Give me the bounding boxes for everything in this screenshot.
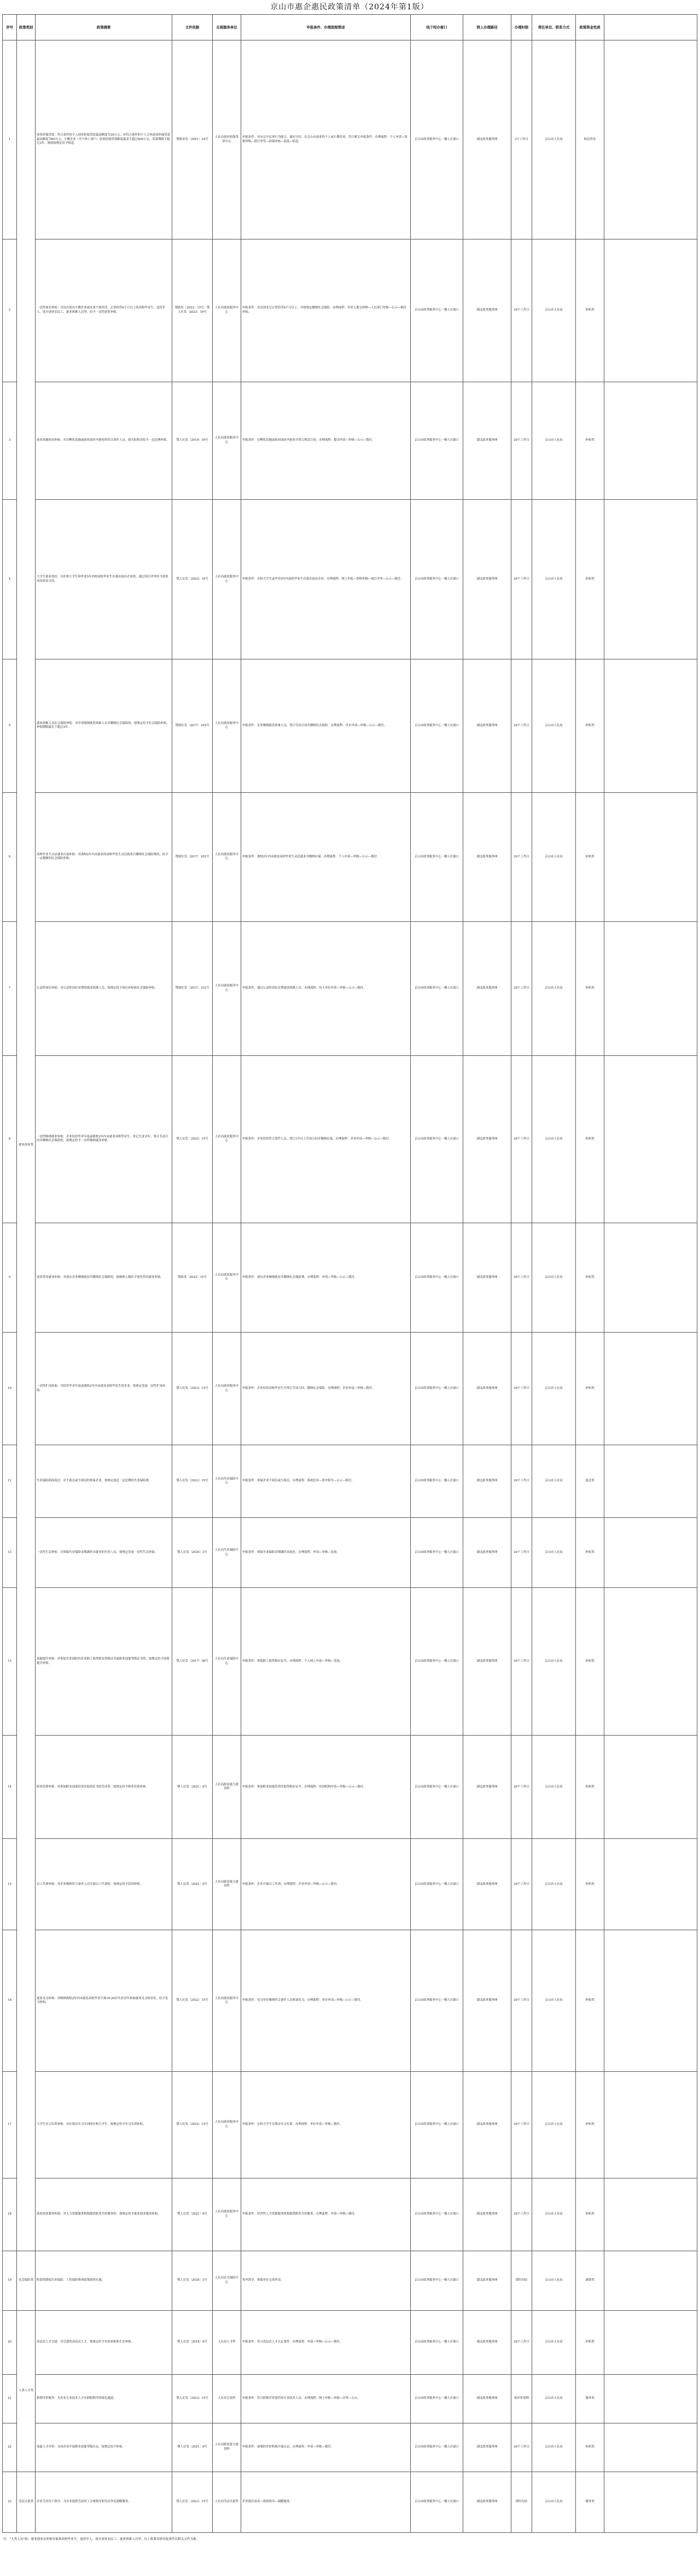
- cell-limit: 20个工作日: [511, 922, 532, 1056]
- cell-unit: 人社局就业服务中心: [213, 2178, 241, 2251]
- row-number: 19: [3, 2251, 17, 2310]
- cell-counter: 京山市政务服务中心一楼人社窗口: [411, 500, 463, 659]
- cell-funds: 贴息资金: [576, 40, 604, 240]
- cell-unit: 人社局社会保险中心: [213, 2251, 241, 2310]
- cell-summary: 企业劳动用工指导：为企业提供劳动用工合规指导和劳动争议调解服务。: [36, 2472, 172, 2532]
- cell-spacer: [604, 500, 697, 659]
- cell-process: 申报条件：企业开展以工代训。办理流程：企业申请—审核—公示—拨付。: [241, 1839, 411, 1930]
- cell-basis: 鄂人社发〔2021〕8号: [172, 1736, 213, 1839]
- table-row: [3, 1588, 697, 1736]
- cell-funds: 补贴类: [576, 1839, 604, 1930]
- cell-process: 申报条件：企业吸纳就业困难人员，签订劳动合同并缴纳社会保险。办理流程：单位申请—审核—公示—拨付。: [241, 659, 411, 792]
- cell-process: 免申即享，参保单位无需申请。: [241, 2251, 411, 2310]
- cell-summary: 就业困难人员社会保险补贴：对企业吸纳就业困难人员并缴纳社会保险的，按规定给予社会保险补贴，补贴期限最长不超过3年。: [36, 659, 172, 792]
- cell-limit: 即时办结: [511, 2251, 532, 2310]
- cell-counter: 京山市政务服务中心一楼人社窗口: [411, 792, 463, 921]
- cell-online: 湖北政务服务网: [463, 1930, 511, 2072]
- cell-process: 企业提出需求—现场指导—调解服务。: [241, 2472, 411, 2532]
- cell-funds: 补贴类: [576, 2178, 604, 2251]
- cell-contact: 京山市人社局: [532, 792, 576, 921]
- cell-spacer: [604, 2251, 697, 2310]
- table-row: [3, 2071, 697, 2178]
- col-header-spacer: [604, 15, 697, 40]
- cell-unit: 人社局就业服务中心: [213, 1055, 241, 1223]
- cell-counter: 京山市政务服务中心一楼人社窗口: [411, 1055, 463, 1223]
- row-number: 7: [3, 922, 17, 1056]
- cell-spacer: [604, 1736, 697, 1839]
- cell-contact: 京山市人社局: [532, 659, 576, 792]
- cell-online: 湖北政务服务网: [463, 659, 511, 792]
- cell-limit: 20个工作日: [511, 1055, 532, 1223]
- cell-contact: 京山市人社局: [532, 1445, 576, 1518]
- cell-limit: 20个工作日: [511, 1445, 532, 1518]
- row-number: 17: [3, 2071, 17, 2178]
- cell-limit: 20个工作日: [511, 1333, 532, 1445]
- cell-basis: 鄂人社发〔2022〕15号: [172, 1930, 213, 2072]
- cell-limit: 20个工作日: [511, 1930, 532, 2072]
- cell-funds: 补贴类: [576, 1333, 604, 1445]
- cell-process: 申报条件：企业招用高校毕业生并签订劳动合同、缴纳社会保险。办理流程：企业申请—审核—拨付。: [241, 1333, 411, 1445]
- col-header: 办理时限: [511, 15, 532, 40]
- cell-online: 湖北政务服务网: [463, 922, 511, 1056]
- cell-summary: 一次性吸纳就业补贴：企业招用毕业年度或离校2年内未就业高校毕业生、登记失业青年，签订劳动合同并缴纳社会保险的，按规定给予一次性吸纳就业补贴。: [36, 1055, 172, 1223]
- footnote: 注：“九类人员”指：就业创业证补贴对象指高校毕业生、退役军人、返乡创业农民工、就业困难人员等；以上政策具体申报条件以相关文件为准。: [3, 2538, 200, 2541]
- cell-basis: 鄂人社发〔2023〕15号: [172, 2472, 213, 2532]
- cell-limit: 3个工作日: [511, 40, 532, 240]
- cell-limit: 20个工作日: [511, 2310, 532, 2374]
- cell-funds: 减费类: [576, 2251, 604, 2310]
- col-header: 文件依据: [172, 15, 213, 40]
- cell-process: 申报条件：参加职业技能培训并取得相应证书。办理流程：培训机构申请—审核—公示—拨付。: [241, 1736, 411, 1839]
- cell-funds: 返还类: [576, 1445, 604, 1518]
- cell-contact: 京山市人社局: [532, 2178, 576, 2251]
- row-number: 20: [3, 2310, 17, 2374]
- cell-spacer: [604, 1223, 697, 1332]
- cell-summary: 技能提升补贴：对参加失业保险的企业职工取得职业资格证书或职业技能等级证书的，按规定给予技能提升补贴。: [36, 1588, 172, 1736]
- cell-contact: 京山市人社局: [532, 2374, 576, 2423]
- cell-summary: 职称评审服务：为企业专业技术人才开辟职称评审绿色通道。: [36, 2374, 172, 2423]
- cell-counter: 京山市政务服务中心一楼人社窗口: [411, 1445, 463, 1518]
- cell-online: 湖北政务服务网: [463, 1839, 511, 1930]
- cell-basis: 鄂人社发〔2023〕15号: [172, 1445, 213, 1518]
- cell-process: 申报条件：创办企业吸纳就业并缴纳社会保险费。办理流程：申请—审核—公示—拨付。: [241, 1223, 411, 1332]
- cell-contact: 京山市人社局: [532, 2071, 576, 2178]
- cell-limit: 20个工作日: [511, 2071, 532, 2178]
- cell-unit: 人社局就业服务中心: [213, 1333, 241, 1445]
- cell-funds: 补贴类: [576, 792, 604, 921]
- cell-unit: 人社局就业服务中心: [213, 922, 241, 1056]
- cell-unit: 人社局就业服务中心: [213, 792, 241, 921]
- cell-counter: 京山市政务服务中心一楼人社窗口: [411, 1588, 463, 1736]
- cell-summary: 一次性生活补贴：对领取失业保险金期满仍未就业的失业人员，按规定发放一次性生活补助。: [36, 1518, 172, 1588]
- cell-contact: 京山市人社局: [532, 1333, 576, 1445]
- cell-contact: 京山市人社局: [532, 500, 576, 659]
- cell-online: 湖北政务服务网: [463, 1445, 511, 1518]
- cell-funds: 补贴类: [576, 1055, 604, 1223]
- cell-contact: 京山市人社局: [532, 1839, 576, 1930]
- cell-basis: 鄂人社发〔2019〕39号: [172, 382, 213, 500]
- cell-process: 申报条件：在孵化基地或创业园区内创业并签订租赁合同。办理流程：提出申请—审核—公示—拨付。: [241, 382, 411, 500]
- table-row: [3, 1518, 697, 1588]
- cell-basis: 鄂人社发〔2023〕16号: [172, 500, 213, 659]
- cell-basis: 鄂人社发〔2022〕15号: [172, 1055, 213, 1223]
- policy-category: 人事人才类: [17, 2310, 36, 2472]
- cell-funds: 服务类: [576, 2472, 604, 2532]
- cell-counter: 京山市政务服务中心一楼人社窗口: [411, 40, 463, 240]
- row-number: 10: [3, 1333, 17, 1445]
- cell-limit: 20个工作日: [511, 240, 532, 382]
- cell-counter: 京山市政务服务中心一楼人社窗口: [411, 659, 463, 792]
- cell-counter: 京山市政务服务中心一楼人社窗口: [411, 2178, 463, 2251]
- cell-unit: 人社局就业服务中心: [213, 2071, 241, 2178]
- cell-summary: 一次性创业补贴：对首次创办小微企业或从事个体经营，正常经营6个月以上的高校毕业生、退役军人、返乡创业农民工、就业困难人员等，给予一次性创业补贴。: [36, 240, 172, 382]
- cell-process: 申报条件：首次创业且正常经营6个月以上，并按规定缴纳社会保险。办理流程：申请人提交材料—人社部门审核—公示—拨付补贴。: [241, 240, 411, 382]
- cell-contact: 京山市人社局: [532, 1518, 576, 1588]
- row-number: 16: [3, 1930, 17, 2072]
- cell-limit: 20个工作日: [511, 1588, 532, 1736]
- table-row: [3, 792, 697, 921]
- cell-summary: 大学生创业扶持：对在校大学生和毕业5年内的高校毕业生在我市创办企业的，通过项目评审给予创业扶持资金支持。: [36, 500, 172, 659]
- cell-unit: 人社局就业服务中心: [213, 382, 241, 500]
- cell-counter: 京山市政务服务中心一楼人社窗口: [411, 240, 463, 382]
- cell-summary: 高层次人才引进：对引进的高层次人才，按规定给予安家补贴和生活补贴。: [36, 2310, 172, 2374]
- cell-basis: 鄂人社发〔2024〕2号: [172, 1518, 213, 1588]
- cell-basis: 鄂财金发〔2021〕24号: [172, 40, 213, 240]
- cell-limit: 20个工作日: [511, 659, 532, 792]
- cell-process: 申报条件：经营性人力资源服务机构提供职业介绍服务。办理流程：申请—审核—拨付。: [241, 2178, 411, 2251]
- cell-summary: 失业保险稳岗返还：对不裁员或少裁员的参保企业，按规定返还一定比例的失业保险费。: [36, 1445, 172, 1518]
- cell-unit: 人社局职业能力建设科: [213, 1839, 241, 1930]
- cell-process: 申报条件：见习单位吸纳符合条件人员参加见习。办理流程：单位申请—审核—公示—拨付。: [241, 1930, 411, 2072]
- table-row: [3, 2310, 697, 2374]
- cell-basis: 鄂人社发〔2021〕8号: [172, 2423, 213, 2472]
- cell-counter: 京山市政务服务中心一楼人社窗口: [411, 1518, 463, 1588]
- cell-process: 申报条件：离校2年内未就业高校毕业生灵活就业并缴纳社保。办理流程：个人申请—审核—公示—拨付。: [241, 792, 411, 921]
- cell-spacer: [604, 792, 697, 921]
- cell-spacer: [604, 922, 697, 1056]
- cell-counter: 京山市政务服务中心一楼人社窗口: [411, 1333, 463, 1445]
- table-row: [3, 382, 697, 500]
- cell-spacer: [604, 1333, 697, 1445]
- cell-funds: 补贴类: [576, 1223, 604, 1332]
- cell-online: 湖北政务服务网: [463, 240, 511, 382]
- cell-unit: 人社局失业保险中心: [213, 1445, 241, 1518]
- cell-limit: 按评审周期: [511, 2374, 532, 2423]
- cell-spacer: [604, 2472, 697, 2532]
- cell-process: 申报条件：符合职称评审条件的专业技术人员。办理流程：网上申报—审核—评审—公示。: [241, 2374, 411, 2423]
- table-row: [3, 1930, 697, 2072]
- table-row: [3, 922, 697, 1056]
- cell-limit: 20个工作日: [511, 1736, 532, 1839]
- cell-funds: 补贴类: [576, 2071, 604, 2178]
- cell-unit: 人社局就业服务中心: [213, 1223, 241, 1332]
- table-row: [3, 500, 697, 659]
- cell-spacer: [604, 1588, 697, 1736]
- cell-online: 湖北政务服务网: [463, 1223, 511, 1332]
- row-number: 2: [3, 240, 17, 382]
- cell-limit: 20个工作日: [511, 2423, 532, 2472]
- cell-process: 申报条件：参保职工取得相应证书。办理流程：个人网上申请—审核—发放。: [241, 1588, 411, 1736]
- col-header: 政策摘要: [36, 15, 172, 40]
- cell-unit: 人社局就业服务中心: [213, 1930, 241, 2072]
- cell-summary: 一次性扩岗补助：对招用毕业年度或离校2年内未就业高校毕业生的企业，按规定发放一次性扩岗补助。: [36, 1333, 172, 1445]
- cell-spacer: [604, 2071, 697, 2178]
- cell-basis: 鄂人社发〔2024〕3号: [172, 2251, 213, 2310]
- cell-basis: 鄂政发〔2022〕15号: [172, 1223, 213, 1332]
- table-row: [3, 1445, 697, 1518]
- cell-summary: 就业见习补贴：对吸纳离校2年内未就业高校毕业生和16-24岁失业青年参加就业见习的单位，给予见习补贴。: [36, 1930, 172, 2072]
- cell-contact: 京山市人社局: [532, 1930, 576, 2072]
- cell-basis: 鄂人社发〔2022〕15号: [172, 2071, 213, 2178]
- cell-counter: 京山市政务服务中心一楼人社窗口: [411, 1223, 463, 1332]
- table-row: [3, 1736, 697, 1839]
- cell-online: 湖北政务服务网: [463, 2310, 511, 2374]
- table-row: [3, 659, 697, 792]
- cell-online: 湖北政务服务网: [463, 2178, 511, 2251]
- cell-spacer: [604, 40, 697, 240]
- table-row: [3, 1223, 697, 1332]
- cell-unit: 人社局人才科: [213, 2310, 241, 2374]
- cell-limit: 20个工作日: [511, 500, 532, 659]
- cell-contact: 京山市人社局: [532, 2472, 576, 2532]
- col-header: 序号: [3, 15, 17, 40]
- cell-counter: 京山市政务服务中心一楼人社窗口: [411, 2251, 463, 2310]
- cell-basis: 鄂人社发〔2021〕8号: [172, 2178, 213, 2251]
- cell-counter: 京山市政务服务中心一楼人社窗口: [411, 2423, 463, 2472]
- cell-basis: 鄂财社发〔2017〕102号: [172, 792, 213, 921]
- cell-funds: 补贴类: [576, 2423, 604, 2472]
- cell-limit: 20个工作日: [511, 792, 532, 921]
- cell-online: 湖北政务服务网: [463, 2251, 511, 2310]
- cell-basis: 鄂政发〔2022〕15号；鄂人社发〔2023〕16号: [172, 240, 213, 382]
- table-row: [3, 1055, 697, 1223]
- cell-online: 湖北政务服务网: [463, 1736, 511, 1839]
- row-number: 12: [3, 1518, 17, 1588]
- cell-summary: 创业担保贷款：符合条件的个人创业担保贷款最高额度为30万元，对符合条件的个人合伙创业担保贷款最高额度为60万元；小微企业（含个体工商户）创业担保贷款额度最高不超过400万元，贷款期限不超过3年，财政按规定给予贴息。: [36, 40, 172, 240]
- cell-limit: 20个工作日: [511, 1839, 532, 1930]
- cell-online: 湖北政务服务网: [463, 1333, 511, 1445]
- cell-online: 湖北政务服务网: [463, 40, 511, 240]
- cell-counter: 京山市政务服务中心一楼人社窗口: [411, 922, 463, 1056]
- table-row: [3, 2251, 697, 2310]
- cell-process: 申报条件：通过公益性岗位安置就业困难人员。办理流程：用人单位申请—审核—公示—拨付。: [241, 922, 411, 1056]
- cell-spacer: [604, 2178, 697, 2251]
- cell-spacer: [604, 1930, 697, 2072]
- cell-spacer: [604, 2374, 697, 2423]
- cell-process: 申报条件：参保企业不裁员或少裁员。办理流程：系统比对—免申即享—公示—拨付。: [241, 1445, 411, 1518]
- policy-category: 就业创业类: [17, 40, 36, 2251]
- col-header: 申报条件、办理流程简述: [241, 15, 411, 40]
- cell-contact: 京山市人社局: [532, 922, 576, 1056]
- cell-contact: 京山市人社局: [532, 2423, 576, 2472]
- table-row: [3, 40, 697, 240]
- cell-funds: 补贴类: [576, 1588, 604, 1736]
- col-header: 线下经办窗口: [411, 15, 463, 40]
- cell-limit: 20个工作日: [511, 382, 532, 500]
- cell-counter: 京山市政务服务中心一楼人社窗口: [411, 1839, 463, 1930]
- row-number: 4: [3, 500, 17, 659]
- cell-limit: 20个工作日: [511, 2178, 532, 2251]
- row-number: 3: [3, 382, 17, 500]
- cell-counter: 京山市政务服务中心一楼人社窗口: [411, 2472, 463, 2532]
- cell-spacer: [604, 2423, 697, 2472]
- cell-online: 湖北政务服务网: [463, 500, 511, 659]
- cell-process: 申报条件：在校大学生或毕业5年内高校毕业生在我市创办企业。办理流程：网上申报—资格审核—项目评审—公示—拨付。: [241, 500, 411, 659]
- cell-spacer: [604, 382, 697, 500]
- cell-contact: 京山市人社局: [532, 1055, 576, 1223]
- cell-online: 湖北政务服务网: [463, 2423, 511, 2472]
- cell-contact: 京山市人社局: [532, 1223, 576, 1332]
- row-number: 15: [3, 1839, 17, 1930]
- cell-unit: 人社局专技科: [213, 2374, 241, 2423]
- policy-category: 社会保险类: [17, 2251, 36, 2310]
- cell-basis: 鄂人社发〔2018〕6号: [172, 2310, 213, 2374]
- cell-summary: 阶段性降低失业保险、工伤保险费率政策延续实施。: [36, 2251, 172, 2310]
- row-number: 13: [3, 1588, 17, 1736]
- col-header: 责任单位、联系方式: [532, 15, 576, 40]
- cell-online: 湖北政务服务网: [463, 2071, 511, 2178]
- cell-process: 申报条件：企业招用符合条件人员，签订1年以上劳动合同并缴纳社保。办理流程：企业申请—审核—公示—拨付。: [241, 1055, 411, 1223]
- cell-basis: 鄂人社发〔2023〕15号: [172, 1333, 213, 1445]
- cell-summary: 大学生实习实训补贴：对在我市实习实训的在校大学生，按规定给予实习实训补贴。: [36, 2071, 172, 2178]
- cell-summary: 职业培训补贴：对参加职业技能培训并取得证书的劳动者，按规定给予职业培训补贴。: [36, 1736, 172, 1839]
- cell-contact: 京山市人社局: [532, 2310, 576, 2374]
- row-number: 11: [3, 1445, 17, 1518]
- table-row: [3, 1333, 697, 1445]
- cell-funds: 补贴类: [576, 922, 604, 1056]
- cell-basis: 鄂人社发〔2023〕15号: [172, 2374, 213, 2423]
- row-number: 14: [3, 1736, 17, 1839]
- col-header: 网上办理路径: [463, 15, 511, 40]
- table-row: [3, 240, 697, 382]
- cell-unit: 人社局就业服务中心: [213, 240, 241, 382]
- cell-process: 申报条件：符合高层次人才认定条件。办理流程：申请—审核—公示—拨付。: [241, 2310, 411, 2374]
- cell-spacer: [604, 1839, 697, 1930]
- cell-contact: 京山市人社局: [532, 1588, 576, 1736]
- cell-counter: 京山市政务服务中心一楼人社窗口: [411, 2374, 463, 2423]
- cell-funds: 补贴类: [576, 2310, 604, 2374]
- cell-summary: 技能人才评价：支持企业开展职业技能等级认定，按规定给予补贴。: [36, 2423, 172, 2472]
- cell-online: 湖北政务服务网: [463, 1588, 511, 1736]
- cell-summary: 就业创业服务补助：对人力资源服务机构提供职业介绍服务的，按规定给予就业创业服务补助。: [36, 2178, 172, 2251]
- cell-contact: 京山市人社局: [532, 2251, 576, 2310]
- cell-basis: 鄂人社发〔2017〕36号: [172, 1588, 213, 1736]
- cell-basis: 鄂财社发〔2017〕102号: [172, 922, 213, 1056]
- cell-online: 湖北政务服务网: [463, 2374, 511, 2423]
- cell-unit: 人社局失业保险中心: [213, 1518, 241, 1588]
- cell-process: 申报条件：备案的评价机构开展认定。办理流程：申请—审核—拨付。: [241, 2423, 411, 2472]
- cell-basis: 鄂人社发〔2021〕8号: [172, 1839, 213, 1930]
- cell-limit: 20个工作日: [511, 1518, 532, 1588]
- cell-spacer: [604, 2310, 697, 2374]
- cell-spacer: [604, 240, 697, 382]
- cell-limit: 20个工作日: [511, 1223, 532, 1332]
- cell-unit: 人社局职业能力建设科: [213, 1736, 241, 1839]
- cell-funds: 服务类: [576, 2374, 604, 2423]
- cell-process: 申报条件：具有完全民事行为能力、诚实守信，在京山市创业的个人或小微企业，符合相关申报条件。办理流程：个人申请—资格审核—银行审贷—担保审核—放款—贴息。: [241, 40, 411, 240]
- row-number: 23: [3, 2472, 17, 2532]
- cell-funds: 补贴类: [576, 240, 604, 382]
- cell-counter: 京山市政务服务中心一楼人社窗口: [411, 1930, 463, 2072]
- table-header-row: [3, 15, 697, 40]
- table-row: [3, 2472, 697, 2532]
- cell-contact: 京山市人社局: [532, 382, 576, 500]
- row-number: 21: [3, 2374, 17, 2423]
- cell-funds: 补贴类: [576, 1518, 604, 1588]
- cell-counter: 京山市政务服务中心一楼人社窗口: [411, 2071, 463, 2178]
- col-header: 政策资金性质: [576, 15, 604, 40]
- policy-table: [2, 14, 697, 2533]
- cell-counter: 京山市政务服务中心一楼人社窗口: [411, 2310, 463, 2374]
- cell-process: 申报条件：在校大学生在我市实习实训。办理流程：单位申请—审核—拨付。: [241, 2071, 411, 2178]
- cell-funds: 补贴类: [576, 659, 604, 792]
- cell-spacer: [604, 1445, 697, 1518]
- row-number: 5: [3, 659, 17, 792]
- row-number: 8: [3, 1055, 17, 1223]
- row-number: 9: [3, 1223, 17, 1332]
- cell-contact: 京山市人社局: [532, 1736, 576, 1839]
- cell-contact: 京山市人社局: [532, 40, 576, 240]
- cell-funds: 补贴类: [576, 382, 604, 500]
- cell-unit: 人社局创业担保贷款中心: [213, 40, 241, 240]
- policy-category: 劳动关系类: [17, 2472, 36, 2532]
- cell-funds: 补贴类: [576, 500, 604, 659]
- col-header: 兑现服务单位: [213, 15, 241, 40]
- cell-limit: 即时办结: [511, 2472, 532, 2532]
- table-row: [3, 1839, 697, 1930]
- cell-online: 湖北政务服务网: [463, 792, 511, 921]
- cell-summary: 创业带动就业补贴：对创办企业吸纳就业并缴纳社会保险的，按吸纳人数给予创业带动就业补贴。: [36, 1223, 172, 1332]
- cell-online: 湖北政务服务网: [463, 2472, 511, 2532]
- cell-unit: 人社局失业保险中心: [213, 1588, 241, 1736]
- cell-unit: 人社局劳动关系科: [213, 2472, 241, 2532]
- table-row: [3, 2374, 697, 2423]
- cell-unit: 人社局职业能力建设科: [213, 2423, 241, 2472]
- cell-summary: 以工代训补贴：对企业吸纳符合条件人员开展以工代训的，按规定给予培训补贴。: [36, 1839, 172, 1930]
- cell-online: 湖北政务服务网: [463, 1055, 511, 1223]
- cell-online: 湖北政务服务网: [463, 382, 511, 500]
- page-title: 京山市惠企惠民政策清单（2024年第1版）: [270, 3, 429, 11]
- cell-summary: 创业场地租金补贴：对在孵化基地或创业园区内创业的符合条件人员，按实际租金给予一定比例补贴。: [36, 382, 172, 500]
- row-number: 1: [3, 40, 17, 240]
- cell-unit: 人社局就业服务中心: [213, 500, 241, 659]
- table-row: [3, 2178, 697, 2251]
- cell-counter: 京山市政务服务中心一楼人社窗口: [411, 1736, 463, 1839]
- cell-spacer: [604, 1518, 697, 1588]
- col-header: 政策类别: [17, 15, 36, 40]
- cell-funds: 补贴类: [576, 1736, 604, 1839]
- cell-summary: 公益性岗位补贴：对公益性岗位安置的就业困难人员，按规定给予岗位补贴和社会保险补贴。: [36, 922, 172, 1056]
- row-number: 6: [3, 792, 17, 921]
- row-number: 18: [3, 2178, 17, 2251]
- row-number: 22: [3, 2423, 17, 2472]
- cell-process: 申报条件：领取失业保险金期满仍未就业。办理流程：申请—审核—发放。: [241, 1518, 411, 1588]
- cell-funds: 补贴类: [576, 1930, 604, 2072]
- cell-spacer: [604, 1055, 697, 1223]
- cell-online: 湖北政务服务网: [463, 1518, 511, 1588]
- cell-counter: 京山市政务服务中心一楼人社窗口: [411, 382, 463, 500]
- cell-unit: 人社局就业服务中心: [213, 659, 241, 792]
- policy-table-body: [3, 40, 697, 2533]
- cell-spacer: [604, 659, 697, 792]
- cell-basis: 鄂财社发〔2017〕102号: [172, 659, 213, 792]
- cell-contact: 京山市人社局: [532, 240, 576, 382]
- table-row: [3, 2423, 697, 2472]
- cell-summary: 高校毕业生灵活就业社保补贴：对离校2年内未就业的高校毕业生灵活就业后缴纳社会保险费的，给予一定数额的社会保险补贴。: [36, 792, 172, 921]
